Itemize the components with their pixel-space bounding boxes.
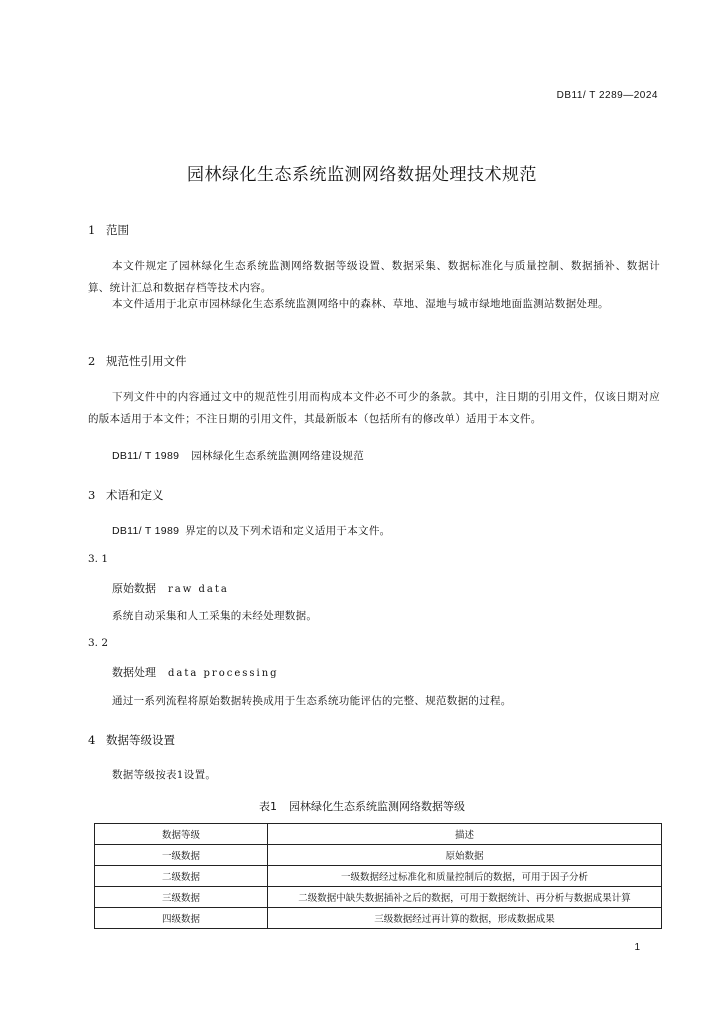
section-title: 范围: [106, 223, 129, 237]
term-chinese: 原始数据: [112, 582, 156, 595]
table-cell: 三级数据: [95, 887, 268, 908]
term-entry: [112, 664, 279, 680]
page-number: 1: [634, 942, 640, 953]
section-4-paragraph: 数据等级按表1设置。: [112, 769, 217, 781]
table-row: [95, 866, 662, 887]
table-header-cell: 描述: [268, 824, 662, 845]
section-1-paragraph-2: 本文件适用于北京市园林绿化生态系统监测网络中的森林、草地、湿地与城市绿地地面监测站数据处理。: [112, 298, 609, 310]
term-english: data processing: [168, 668, 279, 679]
section-3-heading: [88, 487, 164, 503]
section-1-heading: [88, 222, 129, 238]
term-definition: 系统自动采集和人工采集的未经处理数据。: [112, 610, 318, 622]
section-3-intro: [112, 523, 390, 538]
intro-code: DB11/ T 1989: [112, 525, 180, 537]
data-level-table: [94, 823, 662, 929]
term-chinese: 数据处理: [112, 666, 156, 679]
document-title: 园林绿化生态系统监测网络数据处理技术规范: [187, 165, 537, 185]
section-number: 1: [88, 223, 96, 237]
table-cell: 二级数据中缺失数据插补之后的数据，可用于数据统计、再分析与数据成果计算: [268, 887, 662, 908]
section-1-paragraph-1: 本文件规定了园林绿化生态系统监测网络数据等级设置、数据采集、数据标准化与质量控制、数据插补、数据计算、统计汇总和数据存档等技术内容。: [88, 260, 660, 294]
table-cell: 四级数据: [95, 908, 268, 929]
intro-text: 界定的以及下列术语和定义适用于本文件。: [185, 525, 391, 537]
table-cell: 原始数据: [268, 845, 662, 866]
table-cell: 二级数据: [95, 866, 268, 887]
term-number: 3. 1: [88, 553, 109, 565]
table-cell: 三级数据经过再计算的数据，形成数据成果: [268, 908, 662, 929]
term-entry: [112, 580, 229, 596]
section-title: 术语和定义: [106, 488, 164, 502]
section-title: 规范性引用文件: [106, 354, 187, 368]
section-2-paragraph: 下列文件中的内容通过文中的规范性引用而构成本文件必不可少的条款。其中，注日期的引用文件，仅该日期对应的版本适用于本文件；不注日期的引用文件，其最新版本（包括所有的修改单）适用于本文件。: [88, 391, 660, 425]
table-number: 表1: [259, 800, 277, 813]
table-row: [95, 845, 662, 866]
section-number: 4: [88, 733, 96, 747]
table-header-row: [95, 824, 662, 845]
reference-code: DB11/ T 1989: [112, 450, 180, 462]
table-row: [95, 908, 662, 929]
table-row: [95, 887, 662, 908]
standard-code: DB11/ T 2289—2024: [556, 90, 658, 101]
normative-reference: [112, 448, 364, 463]
term-english: raw data: [168, 584, 229, 595]
section-title: 数据等级设置: [106, 733, 175, 747]
table-cell: 一级数据经过标准化和质量控制后的数据，可用于因子分析: [268, 866, 662, 887]
section-number: 2: [88, 354, 96, 368]
table-caption: [0, 798, 724, 814]
table-title: 园林绿化生态系统监测网络数据等级: [289, 800, 465, 813]
section-4-heading: [88, 732, 175, 748]
term-number: 3. 2: [88, 637, 109, 649]
table-header-cell: 数据等级: [95, 824, 268, 845]
term-definition: 通过一系列流程将原始数据转换成用于生态系统功能评估的完整、规范数据的过程。: [112, 695, 512, 707]
table-cell: 一级数据: [95, 845, 268, 866]
section-2-heading: [88, 353, 187, 369]
reference-title: 园林绿化生态系统监测网络建设规范: [191, 450, 365, 462]
section-number: 3: [88, 488, 96, 502]
